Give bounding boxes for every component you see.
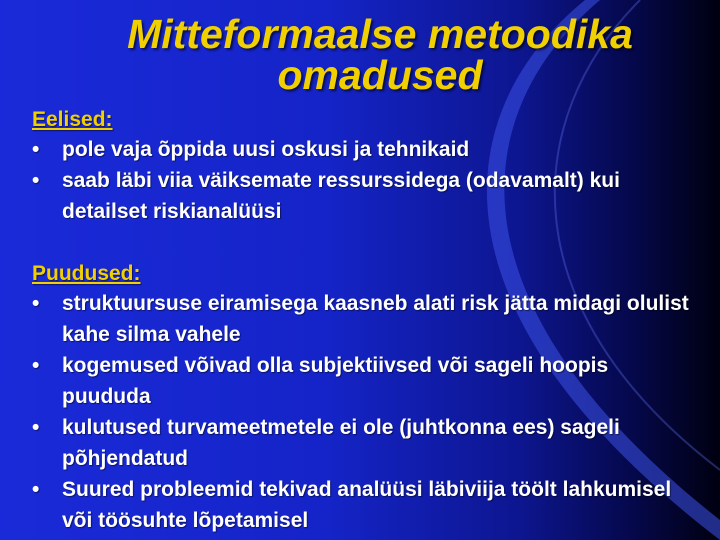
list-item-text: Suured probleemid tekivad analüüsi läbiviija töölt lahkumisel või töösuhte lõpetamisel bbox=[62, 478, 672, 532]
list-item-text: struktuursuse eiramisega kaasneb alati risk jätta midagi olulist kahe silma vahele bbox=[62, 292, 689, 346]
disadvantages-list bbox=[32, 288, 692, 536]
bullet-icon: • bbox=[32, 292, 40, 315]
bullet-icon: • bbox=[32, 138, 40, 161]
bullet-icon: • bbox=[32, 354, 40, 377]
disadvantages-heading: Puudused: bbox=[32, 262, 141, 285]
list-item bbox=[32, 134, 692, 165]
bullet-icon: • bbox=[32, 169, 40, 192]
list-item bbox=[32, 350, 692, 412]
advantages-heading: Eelised: bbox=[32, 108, 113, 131]
list-item bbox=[32, 288, 692, 350]
list-item-text: kulutused turvameetmetele ei ole (juhtkonna ees) sageli põhjendatud bbox=[62, 416, 620, 470]
advantages-list bbox=[32, 134, 692, 227]
list-item bbox=[32, 165, 692, 227]
bullet-icon: • bbox=[32, 416, 40, 439]
list-item bbox=[32, 474, 692, 536]
list-item-text: pole vaja õppida uusi oskusi ja tehnikaid bbox=[62, 138, 470, 161]
slide-title-line-2: omadused bbox=[277, 52, 483, 98]
slide-title-line-1: Mitteformaalse metoodika bbox=[127, 11, 633, 57]
list-item bbox=[32, 412, 692, 474]
slide-title bbox=[70, 11, 690, 98]
list-item-text: saab läbi viia väiksemate ressurssidega (odavamalt) kui detailset riskianalüüsi bbox=[62, 169, 620, 223]
bullet-icon: • bbox=[32, 478, 40, 501]
list-item-text: kogemused võivad olla subjektiivsed või sageli hoopis puududa bbox=[62, 354, 609, 408]
